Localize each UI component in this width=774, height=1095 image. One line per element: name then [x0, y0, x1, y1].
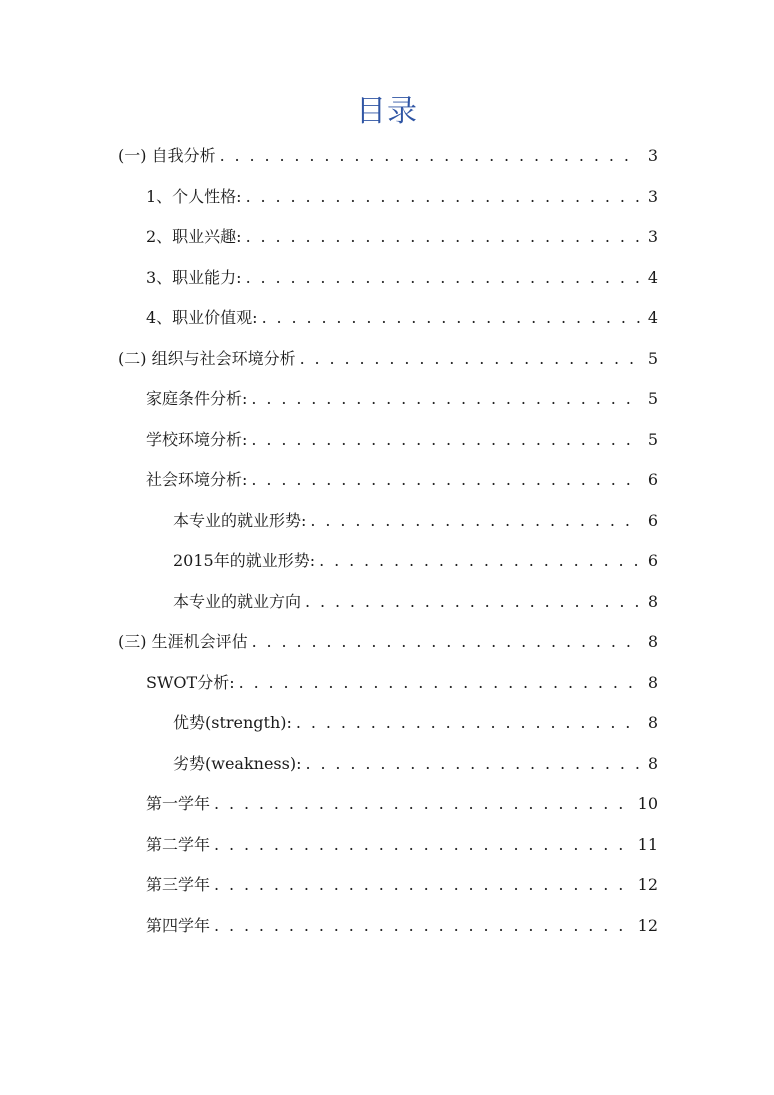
toc-entry-label: 2、职业兴趣:: [146, 227, 246, 247]
toc-entry[interactable]: [0, 622, 774, 663]
toc-entry[interactable]: [0, 136, 774, 177]
toc-dot-leader: [300, 349, 640, 369]
toc-entry[interactable]: [0, 298, 774, 339]
toc-entry-label: 优势(strength):: [173, 713, 296, 733]
toc-dot-leader: [246, 187, 640, 207]
toc-page-number: 8: [640, 592, 658, 612]
toc-page-number: 4: [640, 308, 658, 328]
toc-entry[interactable]: [0, 663, 774, 704]
toc-entry[interactable]: [0, 582, 774, 623]
toc-entry-label: 本专业的就业形势:: [173, 511, 310, 531]
toc-dot-leader: [251, 430, 640, 450]
toc-dot-leader: [251, 389, 640, 409]
toc-entry[interactable]: [0, 703, 774, 744]
toc-entry[interactable]: [0, 865, 774, 906]
toc-entry[interactable]: [0, 217, 774, 258]
toc-entry-label: 本专业的就业方向: [173, 592, 305, 612]
toc-entry-label: 家庭条件分析:: [146, 389, 251, 409]
toc-dot-leader: [252, 632, 640, 652]
toc-entry-label: (一) 自我分析: [118, 146, 220, 166]
toc-dot-leader: [214, 916, 632, 936]
toc-entry-label: SWOT分析:: [146, 673, 239, 693]
toc-title: 目录: [356, 94, 418, 129]
toc-entry[interactable]: [0, 258, 774, 299]
toc-entry-label: 劣势(weakness):: [173, 754, 305, 774]
toc-entry[interactable]: [0, 825, 774, 866]
toc-entry-label: 第二学年: [146, 835, 214, 855]
toc-dot-leader: [251, 470, 640, 490]
toc-page-number: 3: [640, 227, 658, 247]
toc-entry-label: 2015年的就业形势:: [173, 551, 319, 571]
toc-dot-leader: [310, 511, 640, 531]
toc-entry[interactable]: [0, 379, 774, 420]
toc-entry-label: (三) 生涯机会评估: [118, 632, 252, 652]
toc-dot-leader: [296, 713, 640, 733]
toc-entry[interactable]: [0, 501, 774, 542]
toc-page-number: 3: [640, 187, 658, 207]
toc-page-number: 5: [640, 389, 658, 409]
toc-entry[interactable]: [0, 420, 774, 461]
toc-entry-label: 4、职业价值观:: [146, 308, 262, 328]
toc-dot-leader: [305, 754, 640, 774]
toc-dot-leader: [246, 227, 640, 247]
toc-page-number: 6: [640, 470, 658, 490]
toc-entry[interactable]: [0, 784, 774, 825]
toc-page-number: 12: [632, 916, 658, 936]
toc-dot-leader: [220, 146, 640, 166]
toc-page-number: 3: [640, 146, 658, 166]
toc-dot-leader: [262, 308, 640, 328]
toc-entry-label: 学校环境分析:: [146, 430, 251, 450]
toc-dot-leader: [214, 875, 632, 895]
toc-entry[interactable]: [0, 177, 774, 218]
toc-dot-leader: [214, 835, 632, 855]
toc-list: [0, 136, 774, 946]
toc-entry[interactable]: [0, 339, 774, 380]
toc-entry-label: 1、个人性格:: [146, 187, 246, 207]
toc-page-number: 4: [640, 268, 658, 288]
toc-page-number: 8: [640, 632, 658, 652]
toc-entry-label: 第四学年: [146, 916, 214, 936]
toc-entry-label: 第三学年: [146, 875, 214, 895]
toc-entry[interactable]: [0, 744, 774, 785]
toc-entry-label: 第一学年: [146, 794, 214, 814]
toc-page-number: 8: [640, 754, 658, 774]
toc-entry-label: 3、职业能力:: [146, 268, 246, 288]
toc-entry-label: 社会环境分析:: [146, 470, 251, 490]
toc-page-number: 5: [640, 430, 658, 450]
toc-dot-leader: [214, 794, 632, 814]
toc-dot-leader: [239, 673, 640, 693]
toc-page-number: 8: [640, 673, 658, 693]
toc-dot-leader: [305, 592, 640, 612]
toc-dot-leader: [319, 551, 640, 571]
toc-page-number: 8: [640, 713, 658, 733]
toc-page-number: 6: [640, 511, 658, 531]
toc-page-number: 10: [632, 794, 658, 814]
toc-entry[interactable]: [0, 906, 774, 947]
toc-page-number: 12: [632, 875, 658, 895]
toc-dot-leader: [246, 268, 640, 288]
toc-page-number: 11: [632, 835, 658, 855]
toc-page-number: 6: [640, 551, 658, 571]
toc-entry-label: (二) 组织与社会环境分析: [118, 349, 300, 369]
toc-page-number: 5: [640, 349, 658, 369]
toc-entry[interactable]: [0, 541, 774, 582]
toc-entry[interactable]: [0, 460, 774, 501]
